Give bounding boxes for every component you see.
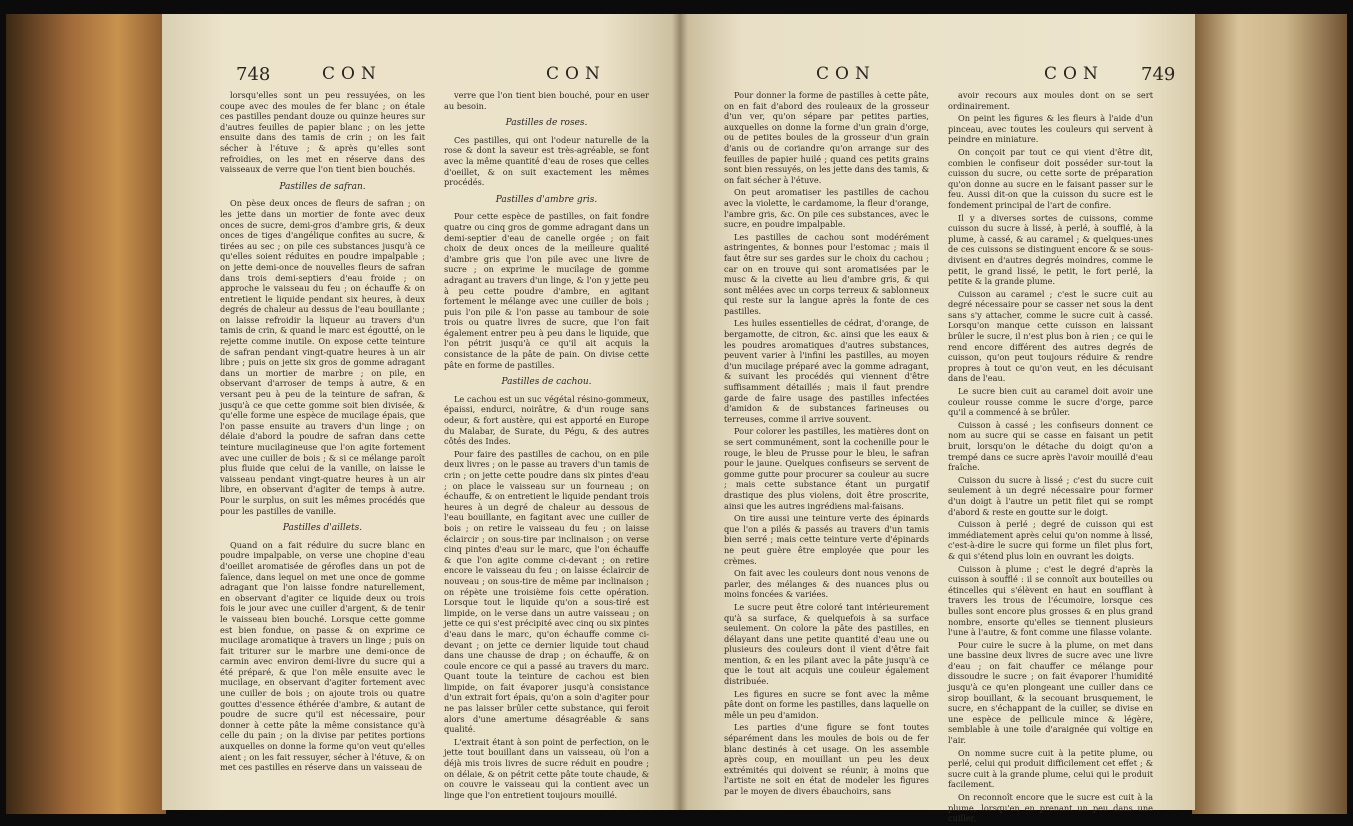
paragraph: On reconnoît encore que le sucre est cuit à la plume, lorsqu'en en prenant un peu dans une cuiller, — [948, 792, 1153, 824]
paragraph: Le sucre bien cuit au caramel doit avoir une couleur rousse comme le sucre d'orge, parce qu'il a commencé à se brûler. — [948, 386, 1153, 418]
paragraph: avoir recours aux moules dont on se sert ordinairement. — [948, 90, 1153, 111]
book-edge-right — [1192, 14, 1347, 814]
text-column-1 — [724, 90, 929, 799]
paragraph: Pour faire des pastilles de cachou, on en pile deux livres ; on le passe au travers d'un tamis de crin ; on jette cette poudre dans six pintes d'eau ; on place le vaisseau sur un fourneau ; on échauffe, & on entretient le liquide pendant trois heures à un degré de chaleur au dessous de l'eau bouillante, en fagitant avec une cuiller de bois ; on retire le vaisseau du feu ; on laisse éclaircir ; on sous-tire par inclinaison ; on verse cinq pintes d'eau sur le marc, que l'on échauffe & que l'on agite comme ci-devant ; on retire encore le vaisseau du feu ; on laisse éclaircir de nouveau ; on sous-tire de même par inclinaison ; on répète une troisième fois cette opération. Lorsque tout le liquide qu'on a sous-tiré est limpide, on le verse dans un autre vaisseau ; on jette ce qui s'est précipité avec cinq ou six pintes d'eau dans le marc, qu'on échauffe comme ci-devant ; on jette ce dernier liquide tout chaud dans une chausse de drap ; on échauffe, & on coule encore ce qui a passé au travers du marc. Quant toute la teinture de cachou est bien limpide, on fait évaporer jusqu'à consistance d'un extrait fort épais, qu'on a soin d'agiter pour ne pas laisser brûler cette substance, qui feroit alors d'une amertume désagréable & sans qualité. — [444, 448, 649, 735]
paragraph: On fait avec les couleurs dont nous venons de parler, des mélanges & des nuances plus ou moins foncées & variées. — [724, 568, 929, 600]
running-head-right: CON — [1044, 64, 1104, 84]
paragraph: On conçoit par tout ce qui vient d'être dit, combien le confiseur doit posséder sur-tout la cuisson du sucre, ou cette sorte de préparation qu'on donne au sucre en le faisant passer sur le feu. Aussi dit-on que la cuisson du sucre est le fondement principal de l'art de confire. — [948, 146, 1153, 210]
text-column-1 — [220, 90, 425, 775]
left-page — [162, 14, 680, 810]
paragraph: Les pastilles de cachou sont modérément astringentes, & bonnes pour l'estomac ; mais il faut être sur ses gardes sur le choix du cachou ; car on en trouve qui sont aromatisées par le musc & la civette au lieu d'ambre gris, & qui sont mêlées avec un corps terreux & sablonneux qui reste sur la langue après la fonte de ces pastilles. — [724, 231, 929, 316]
right-page — [680, 14, 1195, 824]
paragraph: Il y a diverses sortes de cuissons, comme cuisson du sucre à lissé, à perlé, à soufflé, à la plume, à cassé, & au caramel ; & quelques-unes de ces cuissons se distinguent encore & se sous-divisent en d'autres degrés moindres, comme le petit, le grand lissé, le petit, le fort perlé, la petite & la grande plume. — [948, 212, 1153, 287]
paragraph: Cuisson du sucre à lissé ; c'est du sucre cuit seulement à un degré nécessaire pour former d'un doigt à l'autre un petit filet qui se rompt d'abord & reste en goutte sur le doigt. — [948, 474, 1153, 517]
page-number: 749 — [1141, 64, 1176, 85]
paragraph: Pour donner la forme de pastilles à cette pâte, on en fait d'abord des rouleaux de la grosseur d'un ver, qu'on sépare par petites parties, auxquelles on donne la forme d'un grain d'orge, ou de petites boules de la grosseur d'un grain d'anis ou de coriandre qu'on arrange sur des feuilles de papier huilé ; quand ces petits grains sont bien ressuyés, on les jette dans des tamis, & on fait sécher à l'étuve. — [724, 90, 930, 185]
paragraph: On peut aromatiser les pastilles de cachou avec la violette, le cardamome, la fleur d'orange, l'ambre gris, &c. On pile ces substances, avec le sucre, en poudre impalpable. — [724, 187, 929, 230]
paragraph: Ces pastilles, qui ont l'odeur naturelle de la rose & dont la saveur est très-agréable, se font avec la même quantité d'eau de roses que celles d'oeillet, & on suit exactement les mêmes procédés. — [444, 134, 649, 188]
section-heading: Pastilles de safran. — [279, 181, 366, 192]
section-heading: Pastilles d'aillets. — [282, 523, 363, 534]
paragraph: Cuisson à perlé ; degré de cuisson qui est immédiatement après celui qu'on nomme à lissé, c'est-à-dire le sucre qui forme un filet plus fort, & qui s'étend plus loin en ouvrant les doigts. — [948, 519, 1153, 561]
book-gutter — [672, 14, 688, 810]
text-column-2 — [444, 90, 649, 802]
section-heading: Pastilles d'ambre gris. — [495, 194, 598, 205]
paragraph: Pour colorer les pastilles, les matières dont on se sert communément, sont la cochenille pour le rouge, le bleu de Prusse pour le bleu, le safran pour le jaune. Quelques confiseurs se servent de gomme gutte pour procurer sa couleur au sucre ; mais cette substance étant un purgatif drastique des plus violens, doit être proscrite, ainsi que les autres ingrédiens mal-faisans. — [724, 426, 929, 511]
paragraph: On peint les figures & les fleurs à l'aide d'un pinceau, avec toutes les couleurs qui servent à peindre en miniature. — [948, 113, 1153, 145]
paragraph: lorsqu'elles sont un peu ressuyées, on les coupe avec des moules de fer blanc ; on étale ces pastilles pendant douze ou quinze heures sur d'autres feuilles de papier blanc ; on les jette ensuite dans des tamis de crin ; on les fait sécher à l'étuve ; & après qu'elles sont refroidies, on les met en réserve dans des vaisseaux de verre que l'on tient bien bouchés. — [220, 90, 425, 175]
paragraph: Cuisson à cassé ; les confiseurs donnent ce nom au sucre qui se casse en faisant un petit bruit, lorsqu'on le détache du doigt qu'on a trempé dans ce sucre après l'avoir mouillé d'eau fraîche. — [948, 419, 1153, 473]
paragraph: On tire aussi une teinture verte des épinards que l'on a pilés & passés au travers d'un tamis bien serré ; mais cette teinture verte d'épinards ne peut guère être employée que pour les crèmes. — [724, 513, 929, 566]
running-head-right: CON — [546, 64, 606, 84]
book-edge-left — [6, 14, 166, 814]
paragraph: Le sucre peut être coloré tant intérieurement qu'à sa surface, & quelquefois à sa surface seulement. On colore la pâte des pastilles, en délayant dans une petite quantité d'eau une ou plusieurs des couleurs dont il vient d'être fait mention, & en les pilant avec la pâte jusqu'à ce que le tout ait acquis une couleur également distribuée. — [724, 601, 929, 687]
paragraph: Pour cuire le sucre à la plume, on met dans une bassine deux livres de sucre avec une livre d'eau ; on fait chauffer ce mélange pour dissoudre le sucre ; on fait évaporer l'humidité jusqu'à ce qu'en plongeant une cuiller dans ce sirop bouillant, & la secouant brusquement, le sucre, en s'échappant de la cuiller, se divise en une espèce de pellicule mince & légère, semblable à une toile d'araignée qui voltige en l'air. — [948, 639, 1153, 746]
paragraph: verre que l'on tient bien bouché, pour en user au besoin. — [444, 90, 649, 111]
paragraph: Cuisson à plume ; c'est le degré d'après la cuisson à soufflé : il se connoît aux bouteilles ou étincelles qui s'élèvent en haut en soufflant à travers les trous de l'écumoire, lorsque ces bulles sont encore plus grosses & en plus grand nombre, ensorte qu'elles se tiennent plusieurs l'une à l'autre, & font comme une filasse volante. — [948, 563, 1153, 638]
paragraph: Pour cette espèce de pastilles, on fait fondre quatre ou cinq gros de gomme adragant dans un demi-septier d'eau de canelle orgée ; on fait choix de deux onces de la meilleure qualité d'ambre gris que l'on pile avec une livre de sucre ; on exprime le mucilage de gomme adragant au travers d'un linge, & l'on y jette peu à peu cette poudre d'ambre, en agitant fortement le mélange avec une cuiller de bois ; puis l'on pile & l'on passe au tambour de soie trois ou quatre livres de sucre, que l'on fait également entrer peu à peu dans le liquide, que l'on pétrit jusqu'à ce qu'il ait acquis la consistance de la pâte de pain. On divise cette pâte en forme de pastilles. — [444, 211, 649, 370]
paragraph: Les figures en sucre se font avec la même pâte dont on forme les pastilles, dans laquelle on mêle un peu d'amidon. — [724, 688, 929, 720]
paragraph: On nomme sucre cuit à la petite plume, ou perlé, celui qui produit difficilement cet effet ; & sucre cuit à la grande plume, celui qui le produit facilement. — [948, 747, 1153, 790]
paragraph: On pèse deux onces de fleurs de safran ; on les jette dans un mortier de fonte avec deux onces de sucre, demi-gros d'ambre gris, & deux onces de tiges d'angélique confites au sucre, & tirées au sec ; on pile ces substances jusqu'à ce qu'elles soient réduites en poudre impalpable ; on jette demi-once de nouvelles fleurs de safran dans trois demi-septiers d'eau froide ; on approche le vaisseau du feu ; on échauffe & on entretient le liquide pendant six heures, à deux degrés de chaleur au dessus de l'eau bouillante ; on laisse refroidir la liqueur au travers d'un tamis de crin, & quand le marc est égoutté, on le rejette comme inutile. On expose cette teinture de safran pendant vingt-quatre heures à un air libre ; puis on jette six gros de gomme adragant dans un mortier de marbre ; on pile, en observant d'arroser de temps à autre, & en versant peu à peu de la teinture de safran, & jusqu'à ce que cette gomme soit bien divisée, & qu'elle forme une espèce de mucilage épais, que l'on passe ensuite au travers d'un linge ; on délaie d'abord la poudre de safran dans cette teinture mucilagineuse que l'on agite fortement avec une cuiller de bois ; & si ce mélange paroît plus fluide que celui de la vanille, on laisse le vaisseau pendant vingt-quatre heures à un air libre, en observant d'agiter de temps à autre. Pour le surplus, on suit les mêmes procédés que pour les pastilles de vanille. — [220, 198, 425, 516]
running-head-left: CON — [816, 64, 876, 84]
paragraph: L'extrait étant à son point de perfection, on le jette tout bouillant dans un vaisseau, où l'on a déjà mis trois livres de sucre réduit en poudre ; on délaie, & on pétrit cette pâte toute chaude, & on couvre le vaisseau qui la contient avec un linge que l'on entretient toujours mouillé. — [444, 736, 649, 800]
page-number: 748 — [236, 64, 271, 85]
section-heading: Pastilles de cachou. — [501, 377, 592, 388]
paragraph: Cuisson au caramel ; c'est le sucre cuit au degré nécessaire pour se casser net sous la dent sans s'y attacher, comme le sucre cuit à cassé. Lorsqu'on manque cette cuisson en laissant brûler le sucre, il n'est plus bon à rien ; ce qui le rend encore différent des autres degrés de cuisson, qu'on peut toujours réduire & rendre propres à tout ce qu'on veut, en les décuisant dans de l'eau. — [948, 288, 1153, 384]
running-head-left: CON — [322, 64, 382, 84]
paragraph: Le cachou est un suc végétal résino-gommeux, épaissi, endurci, noirâtre, & d'un rouge sans odeur, & fort austère, qui est apporté en Europe du Malabar, de Surate, du Pégu, & des autres côtés des Indes. — [444, 393, 649, 447]
text-column-2 — [948, 90, 1153, 826]
section-heading: Pastilles de roses. — [505, 118, 588, 129]
paragraph: Quand on a fait réduire du sucre blanc en poudre impalpable, on verse une chopine d'eau d'oeillet aromatisée de gérofles dans un pot de faïence, dans lequel on met une once de gomme adragant que l'on laisse fondre naturellement, en observant d'agiter ce liquide deux ou trois fois le jour avec une cuiller d'argent, & de tenir le vaisseau bien bouché. Lorsque cette gomme est bien fondue, on passe & on exprime ce mucilage aromatique à travers un linge ; puis on fait triturer sur le marbre une demi-once de carmin avec environ demi-livre du sucre qui a été préparé, & que l'on mêle ensuite avec le mucilage, en observant d'agiter fortement avec une cuiller de bois ; on ajoute trois ou quatre gouttes d'essence éthérée d'ambre, & autant de poudre de sucre qu'il est nécessaire, pour donner à cette pâte la même consistance qu'à celle du pain ; on la divise par petites portions auxquelles on donne la forme qu'on veut qu'elles aient ; on les fait ressuyer, sécher à l'étuve, & on met ces pastilles en réserve dans un vaisseau de — [220, 539, 425, 773]
paragraph: Les parties d'une figure se font toutes séparément dans les moules de bois ou de fer blanc destinés à cet usage. On les assemble après coup, en mouillant un peu les deux extrémités qui doivent se réunir, à moins que l'artiste ne soit en état de modeler les figures par le moyen de divers ébauchoirs, sans — [724, 722, 929, 796]
paragraph: Les huiles essentielles de cédrat, d'orange, de bergamotte, de citron, &c. ainsi que les eaux & les poudres aromatiques d'autres substances, peuvent varier à l'infini les pastilles, au moyen d'un mucilage préparé avec la gomme adragant, & suivant les procédés qui viennent d'être suffisamment détaillés ; mais il faut prendre garde de faire usage des pastilles infectées d'amidon & de substances farineuses ou terreuses, comme il arrive souvent. — [724, 318, 929, 424]
